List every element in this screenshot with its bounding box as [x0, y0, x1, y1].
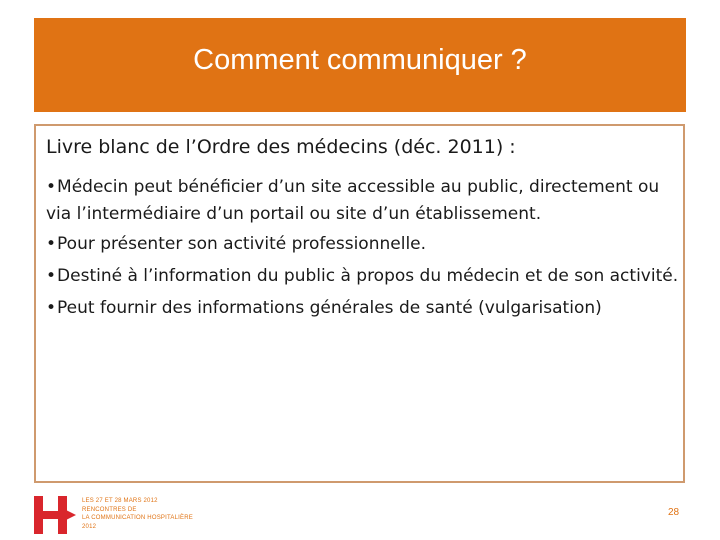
bullet-item	[46, 228, 686, 260]
bullet-item	[46, 260, 686, 292]
bullet-item	[46, 292, 686, 324]
bullet-marker: •	[46, 266, 57, 286]
event-line: LES 27 ET 28 MARS 2012	[82, 498, 158, 504]
content-box	[34, 124, 685, 483]
event-line: RENCONTRES DE	[82, 506, 137, 513]
event-caption	[82, 497, 193, 531]
bullet-text: Médecin peut bénéficier d’un site accessible au public, directement ou via l’intermédiaire d’un portail ou site d’un établissement.	[46, 177, 660, 224]
bullet-marker: •	[46, 298, 57, 318]
event-line: LA COMMUNICATION HOSPITALIÈRE	[82, 515, 193, 521]
hospital-logo-icon	[34, 496, 76, 534]
bullet-item	[46, 174, 686, 228]
event-line: 2012	[82, 523, 97, 530]
bullet-text: Peut fournir des informations générales de santé (vulgarisation)	[57, 298, 602, 318]
bullet-marker: •	[46, 177, 57, 197]
content-text	[46, 134, 686, 324]
bullet-marker: •	[46, 234, 57, 254]
intro-text: Livre blanc de l’Ordre des médecins (déc. 2011) :	[46, 136, 516, 158]
bullet-text: Pour présenter son activité professionnelle.	[57, 234, 427, 254]
title-banner	[34, 18, 686, 112]
bullet-list	[46, 174, 686, 324]
page-number: 28	[668, 507, 680, 518]
slide-title: Comment communiquer ?	[193, 43, 527, 76]
bullet-text: Destiné à l’information du public à propos du médecin et de son activité.	[57, 266, 679, 286]
